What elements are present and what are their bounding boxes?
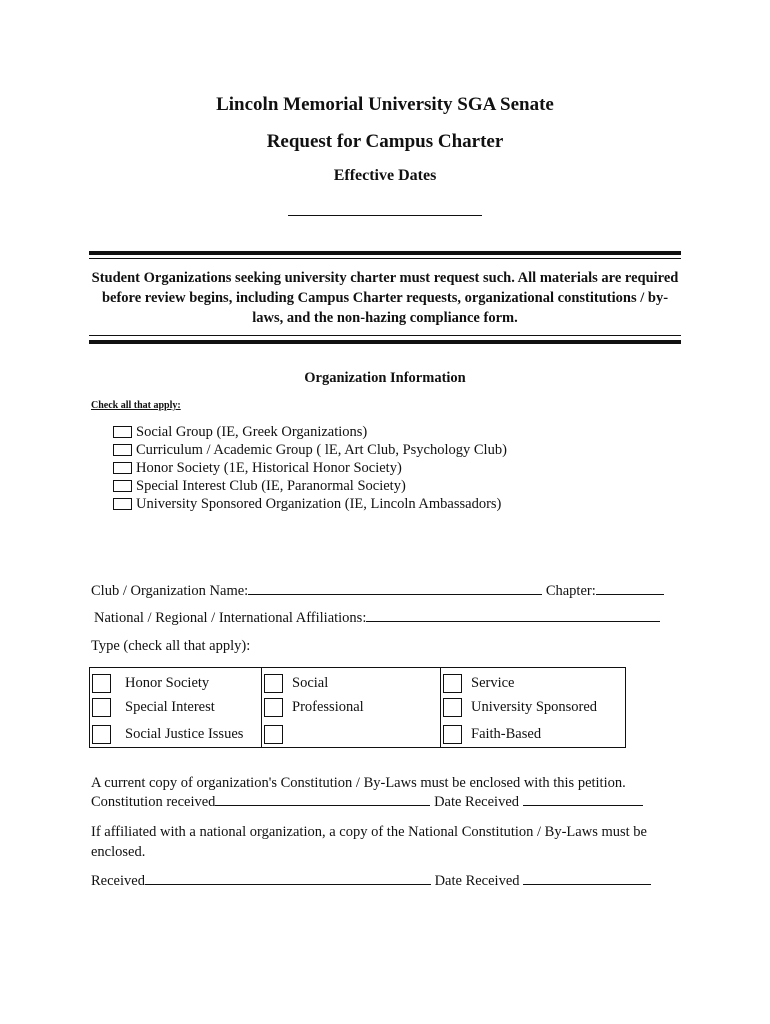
type-checkbox[interactable]: [264, 674, 283, 693]
type-option-label: University Sponsored: [471, 698, 598, 715]
type-table: [89, 667, 626, 748]
national-row: [91, 872, 651, 890]
type-checkbox[interactable]: [92, 674, 111, 693]
category-item: [113, 477, 507, 495]
type-option: [441, 722, 625, 746]
category-item: [113, 423, 507, 441]
category-checklist: [113, 423, 507, 513]
divider-thick-bottom: [89, 340, 681, 344]
national-received-label: Received: [91, 873, 145, 889]
category-checkbox[interactable]: [113, 444, 132, 456]
category-label: Honor Society (1E, Historical Honor Society): [136, 460, 402, 476]
national-date-field[interactable]: [523, 872, 651, 885]
divider-thin-top: [89, 258, 681, 259]
type-option-label: Social: [292, 674, 329, 691]
category-checkbox[interactable]: [113, 426, 132, 438]
category-label: Curriculum / Academic Group ( lE, Art Club, Psychology Club): [136, 442, 507, 458]
national-note: If affiliated with a national organization, a copy of the National Constitution / By-Laws must be enclosed.: [91, 824, 647, 860]
type-column: [441, 668, 626, 748]
type-option: [441, 695, 625, 719]
divider-thick-top: [89, 251, 681, 255]
type-checkbox[interactable]: [443, 698, 462, 717]
type-option: [90, 671, 261, 695]
notice-text: Student Organizations seeking university charter must request such. All materials are required before review begins, including Campus Charter requests, organizational constitutions / by-laws, and the non-hazing compliance form.: [91, 270, 679, 326]
category-label: University Sponsored Organization (IE, Lincoln Ambassadors): [136, 496, 502, 512]
type-checkbox[interactable]: [92, 725, 111, 744]
type-checkbox[interactable]: [92, 698, 111, 717]
affiliations-field[interactable]: [366, 609, 660, 622]
constitution-row: [91, 793, 643, 811]
type-option-label: Faith-Based: [471, 725, 542, 742]
club-name-label: Club / Organization Name:: [91, 583, 249, 599]
type-checkbox[interactable]: [264, 725, 283, 744]
category-item: [113, 459, 507, 477]
section-heading: Organization Information: [304, 370, 466, 386]
chapter-field[interactable]: [596, 582, 664, 595]
document-title: Lincoln Memorial University SGA Senate: [216, 94, 554, 115]
affiliations-row: [94, 609, 660, 627]
type-checkbox[interactable]: [264, 698, 283, 717]
club-name-field[interactable]: [248, 582, 542, 595]
type-option: [90, 695, 261, 719]
type-option-label: Honor Society: [125, 674, 210, 691]
type-option-label: Professional: [292, 698, 364, 715]
category-checkbox[interactable]: [113, 462, 132, 474]
constitution-note: A current copy of organization's Constitution / By-Laws must be enclosed with this petition.: [91, 775, 626, 791]
effective-dates-label: Effective Dates: [333, 167, 437, 184]
constitution-date-field[interactable]: [523, 793, 643, 806]
type-option: [90, 722, 261, 746]
category-item: [113, 495, 507, 513]
type-option: [262, 671, 440, 695]
national-date-label: Date Received: [434, 873, 520, 889]
type-option: [262, 695, 440, 719]
category-checkbox[interactable]: [113, 480, 132, 492]
type-column: [90, 668, 262, 748]
type-label: Type (check all that apply):: [91, 638, 251, 654]
chapter-label: Chapter:: [545, 583, 596, 599]
type-option-label: Social Justice Issues: [125, 725, 244, 742]
divider-thin-bottom: [89, 335, 681, 336]
type-checkbox[interactable]: [443, 725, 462, 744]
type-option-label: Special Interest: [125, 698, 215, 715]
effective-dates-field[interactable]: [288, 215, 482, 216]
constitution-received-field[interactable]: [215, 793, 430, 806]
type-column: [262, 668, 441, 748]
affiliations-label: National / Regional / International Affiliations:: [94, 610, 367, 626]
category-label: Social Group (IE, Greek Organizations): [136, 424, 368, 440]
constitution-date-label: Date Received: [434, 794, 520, 810]
category-item: [113, 441, 507, 459]
category-checkbox[interactable]: [113, 498, 132, 510]
type-checkbox[interactable]: [443, 674, 462, 693]
document-subtitle: Request for Campus Charter: [266, 131, 504, 152]
check-all-note: Check all that apply:: [91, 400, 181, 411]
type-option: [441, 671, 625, 695]
type-option-label: Service: [471, 674, 515, 691]
type-option: [262, 722, 440, 746]
national-received-field[interactable]: [145, 872, 431, 885]
constitution-received-label: Constitution received: [91, 794, 216, 810]
club-name-row: [91, 582, 664, 600]
category-label: Special Interest Club (IE, Paranormal Society): [136, 478, 406, 494]
